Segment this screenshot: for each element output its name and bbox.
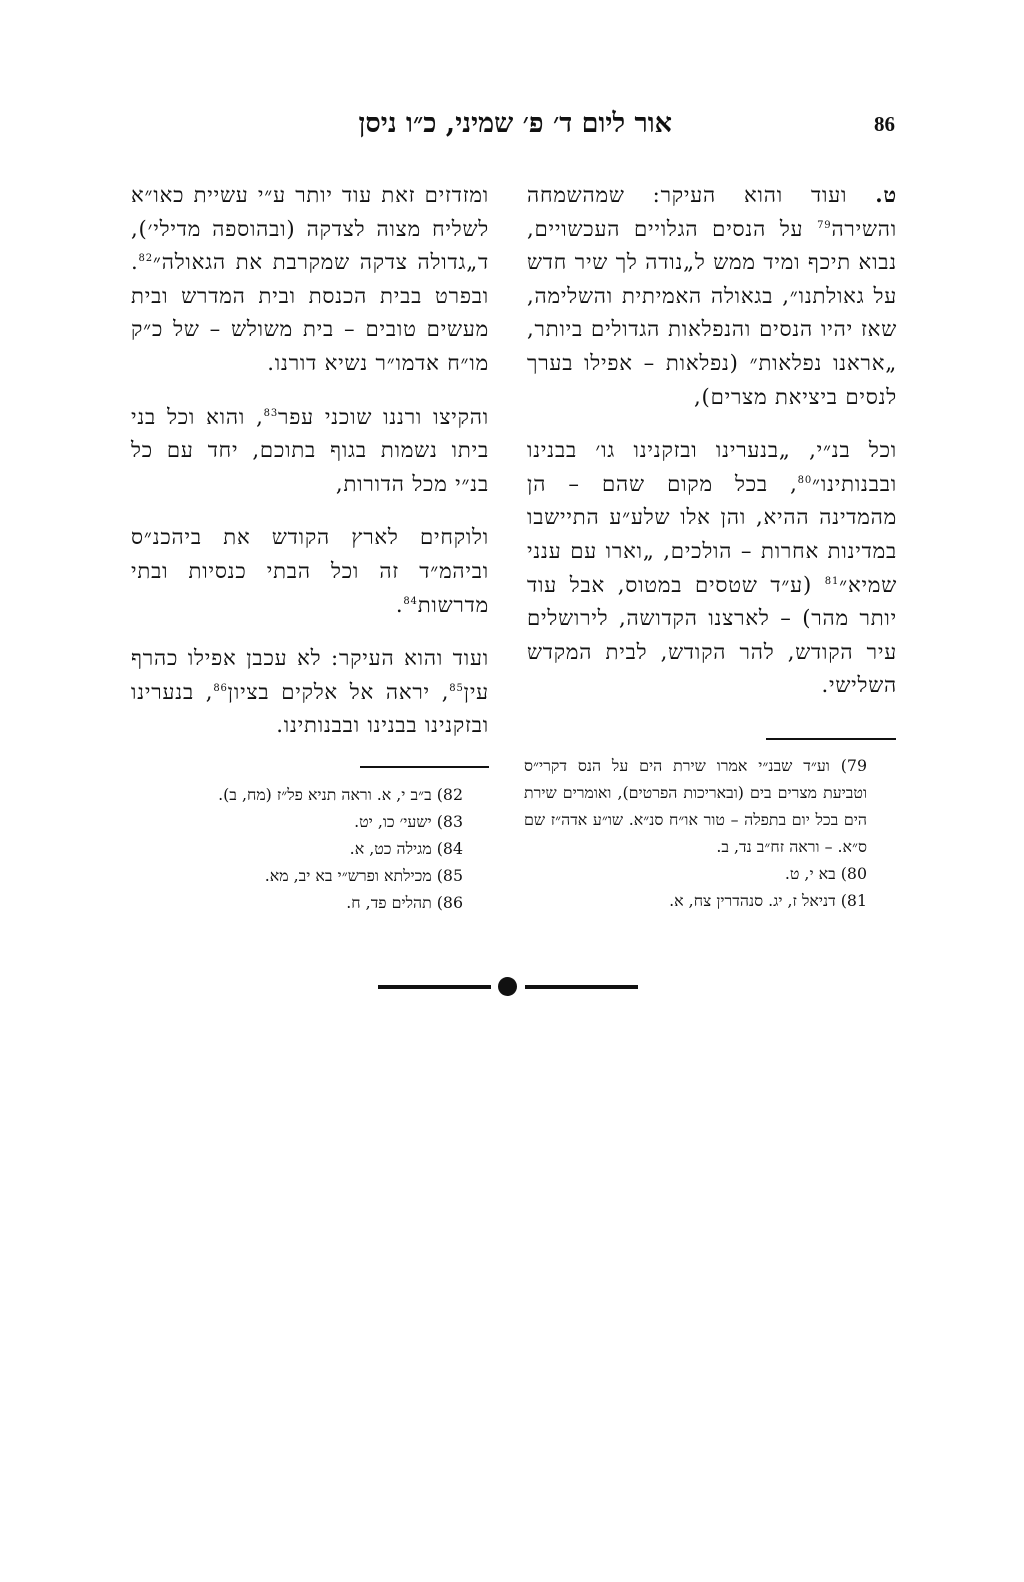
footnotes-left [150,781,463,916]
footnote: 81) דניאל ז, יג. סנהדרין צח, א. [669,891,867,910]
paragraph-text: . [395,591,404,617]
paragraph-text: ולוקחים לארץ הקודש את ביהכנ״ס וביהמ״ד זה וכל הבתי כנסיות ובתי מדרשות [131,524,489,617]
footnote-ref: 79 [817,219,832,231]
paragraph [131,400,489,501]
footnote: 85) מכילתא ופרש״י בא יב, מא. [264,866,463,885]
footnote-ref: 86 [213,682,228,694]
footnote: 79) וע״ד שבנ״י אמרו שירת הים על הנס דקרי״ס וטביעת מצרים בים (ובאריכות הפרטים), ואומרים שירת הים בכל יום בתפלה – טור או״ח סנ״א. שו״ע אדה״ז שם ס״א. – וראה זח״ב נד, ב. [524,756,867,856]
paragraph-text: . ובפרט בבית הכנסת ובית המדרש ובית מעשים טובים – בית משולש – של כ״ק מו״ח אדמו״ר נשיא דורנו. [131,249,489,375]
paragraph [131,520,489,621]
paragraph-text: וכל בנ״י, „בנערינו ובזקנינו גו׳ בבנינו ובבנותינו״ [527,437,897,496]
paragraph-text: ומזדזים זאת עוד יותר ע״י עשיית כאו״א לשליח מצוה לצדקה (ובהוספה מדילי׳), ד„גדולה צדקה שמקרבת את הגאולה״ [131,182,489,275]
footnote-ref: 82 [138,253,153,265]
page-title: אור ליום ד׳ פ׳ שמיני, כ״ו ניסן [358,108,672,139]
footnote: 86) תהלים פד, ח. [346,893,463,912]
paragraph-marker: ט. [875,182,897,207]
footnotes-right [524,752,867,914]
page-number: 86 [874,112,895,136]
footnote: 82) ב״ב י, א. וראה תניא פל״ז (מח, ב). [218,785,463,804]
left-column [131,178,489,762]
footnote-ref: 83 [263,407,278,419]
footnote-ref: 80 [797,474,812,486]
paragraph [527,433,897,702]
footnote: 83) ישעי׳ כו, יט. [354,812,463,831]
right-column [527,178,897,722]
footnote-divider [360,766,489,768]
footnote-divider [766,738,896,740]
ornament-dot [498,977,517,996]
paragraph-text: על הנסים הגלויים העכשויים, נבוא תיכף ומיד ממש ל„נודה לך שיר חדש על גאולתנו״, בגאולה האמיתית והשלימה, שאז יהיו הנסים והנפלאות הגדולים ביותר, „אראנו נפלאות״ (נפלאות – אפילו בערך לנסים ביציאת מצרים), [527,215,897,409]
paragraph [131,178,489,380]
paragraph-text: , והוא וכל בני ביתו נשמות בגוף בתוכם, יחד עם כל בנ״י מכל הדורות, [131,403,489,496]
footnote-ref: 81 [824,575,840,587]
paragraph-text: , יראה אל אלקים בציון [227,678,450,704]
paragraph-text: והקיצו ורננו שוכני עפר [277,403,489,429]
paragraph-text: ועוד והוא העיקר: לא עכבן אפילו כהרף עין [131,645,489,704]
ornament-line-left [378,985,491,989]
paragraph-text: ועוד והוא העיקר: שמהשמחה והשירה [527,182,897,241]
paragraph [131,641,489,742]
paragraph-text: , בכל מקום שהם – הן מהמדינה ההיא, והן אלו שלע״ע התיישבו במדינות אחרות – הולכים, „וארו עם ענני שמיא״ [527,470,897,597]
paragraph-text: (ע״ד שטסים במטוס, אבל עוד יותר מהר) – לארצנו הקדושה, לירושלים עיר הקודש, להר הקודש, לבית המקדש השלישי. [527,571,897,698]
footnote: 80) בא י, ט. [784,864,867,883]
footnote-ref: 84 [403,595,418,607]
paragraph-text: , בנערינו ובזקנינו בבנינו ובבנותינו. [131,678,489,738]
footnote: 84) מגילה כט, א. [349,839,463,858]
footnote-ref: 85 [449,682,464,694]
paragraph-tet [527,178,897,413]
ornament-line-right [525,985,638,989]
